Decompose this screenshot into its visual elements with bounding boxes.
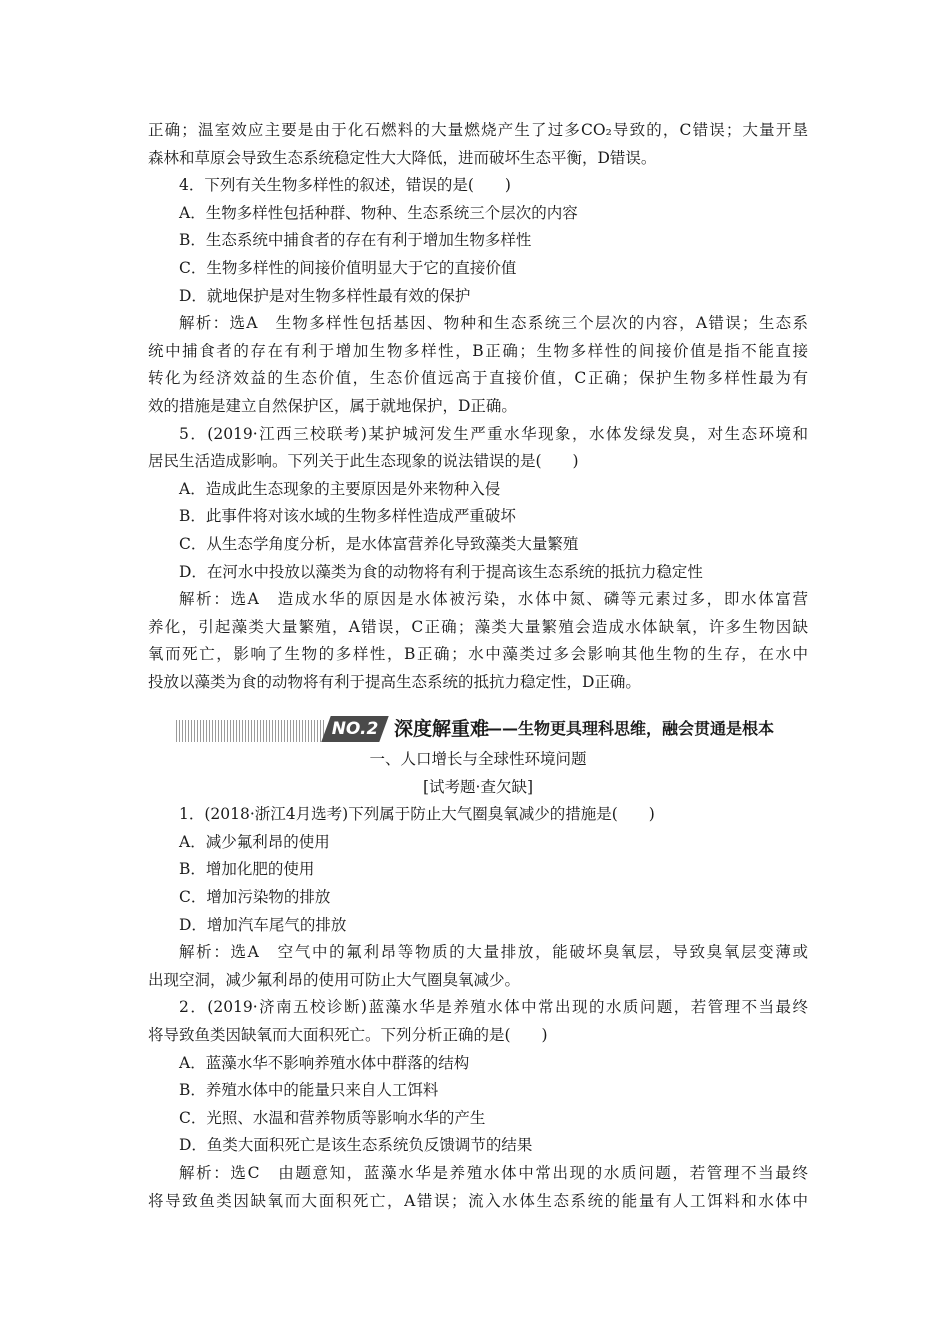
analysis-line: 出现空洞，减少氟利昂的使用可防止大气圈臭氧减少。 [148, 970, 521, 989]
analysis-line: 效的措施是建立自然保护区，属于就地保护，D正确。 [148, 396, 517, 415]
analysis-line: 解析：选A 生物多样性包括基因、物种和生态系统三个层次的内容，A错误；生态系 [179, 314, 808, 333]
section-banner [176, 712, 816, 746]
option-b: B．此事件将对该水域的生物多样性造成严重破坏 [179, 507, 516, 526]
banner-dot-pattern [176, 720, 326, 742]
analysis-line: 解析：选C 由题意知，蓝藻水华是养殖水体中常出现的水质问题，若管理不当最终 [179, 1163, 808, 1182]
option-a: A．蓝藻水华不影响养殖水体中群落的结构 [179, 1053, 470, 1072]
analysis-line: 解析：选A 空气中的氟利昂等物质的大量排放，能破坏臭氧层，导致臭氧层变薄或 [179, 943, 808, 962]
text-line: 正确；温室效应主要是由于化石燃料的大量燃烧产生了过多CO₂导致的，C错误；大量开垦 [148, 121, 808, 139]
question-5: 5．(2019·江西三校联考)某护城河发生严重水华现象，水体发绿发臭，对生态环境和 [179, 424, 808, 443]
text-block-lower [148, 746, 808, 1215]
option-d: D．鱼类大面积死亡是该生态系统负反馈调节的结果 [179, 1136, 533, 1155]
option-c: C．生物多样性的间接价值明显大于它的直接价值 [179, 258, 517, 277]
analysis-line: 氧而死亡，影响了生物的多样性，B正确；水中藻类过多会影响其他生物的生存，在水中 [148, 645, 808, 664]
option-d: D．就地保护是对生物多样性最有效的保护 [179, 286, 471, 305]
banner-badge: NO.2 [331, 719, 379, 739]
option-a: A．造成此生态现象的主要原因是外来物种入侵 [179, 479, 501, 498]
option-c: C．从生态学角度分析，是水体富营养化导致藻类大量繁殖 [179, 534, 579, 553]
analysis-line: 转化为经济效益的生态价值，生态价值远高于直接价值，C正确；保护生物多样性最为有 [148, 369, 808, 388]
question-2: 2．(2019·济南五校诊断)蓝藻水华是养殖水体中常出现的水质问题，若管理不当最终 [179, 998, 808, 1017]
analysis-line: 将导致鱼类因缺氧而大面积死亡，A错误；流入水体生态系统的能量有人工饵料和水体中 [148, 1191, 808, 1210]
question-1: 1．(2018·浙江4月选考)下列属于防止大气圈臭氧减少的措施是( ) [179, 805, 655, 824]
analysis-line: 养化，引起藻类大量繁殖，A错误，C正确；藻类大量繁殖会造成水体缺氧，许多生物因缺 [148, 617, 808, 636]
section-subtitle: [试考题·查欠缺] [422, 777, 534, 796]
option-d: D．增加汽车尾气的排放 [179, 915, 347, 934]
option-a: A．减少氟利昂的使用 [179, 832, 330, 851]
banner-title: 深度解重难 [394, 718, 490, 740]
analysis-line: 投放以藻类为食的动物将有利于提高生态系统的抵抗力稳定性，D正确。 [148, 672, 641, 691]
option-b: B．生态系统中捕食者的存在有利于增加生物多样性 [179, 231, 532, 250]
question-4: 4．下列有关生物多样性的叙述，错误的是( ) [179, 176, 511, 195]
question-2-cont: 将导致鱼类因缺氧而大面积死亡。下列分析正确的是( ) [148, 1025, 548, 1044]
analysis-line: 解析：选A 造成水华的原因是水体被污染，水体中氮、磷等元素过多，即水体富营 [179, 590, 808, 609]
analysis-line: 统中捕食者的存在有利于增加生物多样性，B正确；生物多样性的间接价值是指不能直接 [148, 341, 808, 360]
text-line: 森林和草原会导致生态系统稳定性大大降低，进而破坏生态平衡，D错误。 [148, 148, 657, 167]
option-a: A．生物多样性包括种群、物种、生态系统三个层次的内容 [179, 203, 578, 222]
option-c: C．光照、水温和营养物质等影响水华的产生 [179, 1108, 486, 1127]
option-b: B．增加化肥的使用 [179, 860, 315, 879]
text-block-upper [148, 117, 808, 696]
option-d: D．在河水中投放以藻类为食的动物将有利于提高该生态系统的抵抗力稳定性 [179, 562, 703, 581]
option-b: B．养殖水体中的能量只来自人工饵料 [179, 1081, 439, 1100]
option-c: C．增加污染物的排放 [179, 887, 331, 906]
section-title: 一、人口增长与全球性环境问题 [369, 750, 587, 768]
question-5-cont: 居民生活造成影响。下列关于此生态现象的说法错误的是( ) [148, 452, 579, 471]
banner-subtitle: ——生物更具理科思维，融会贯通是根本 [486, 719, 775, 738]
